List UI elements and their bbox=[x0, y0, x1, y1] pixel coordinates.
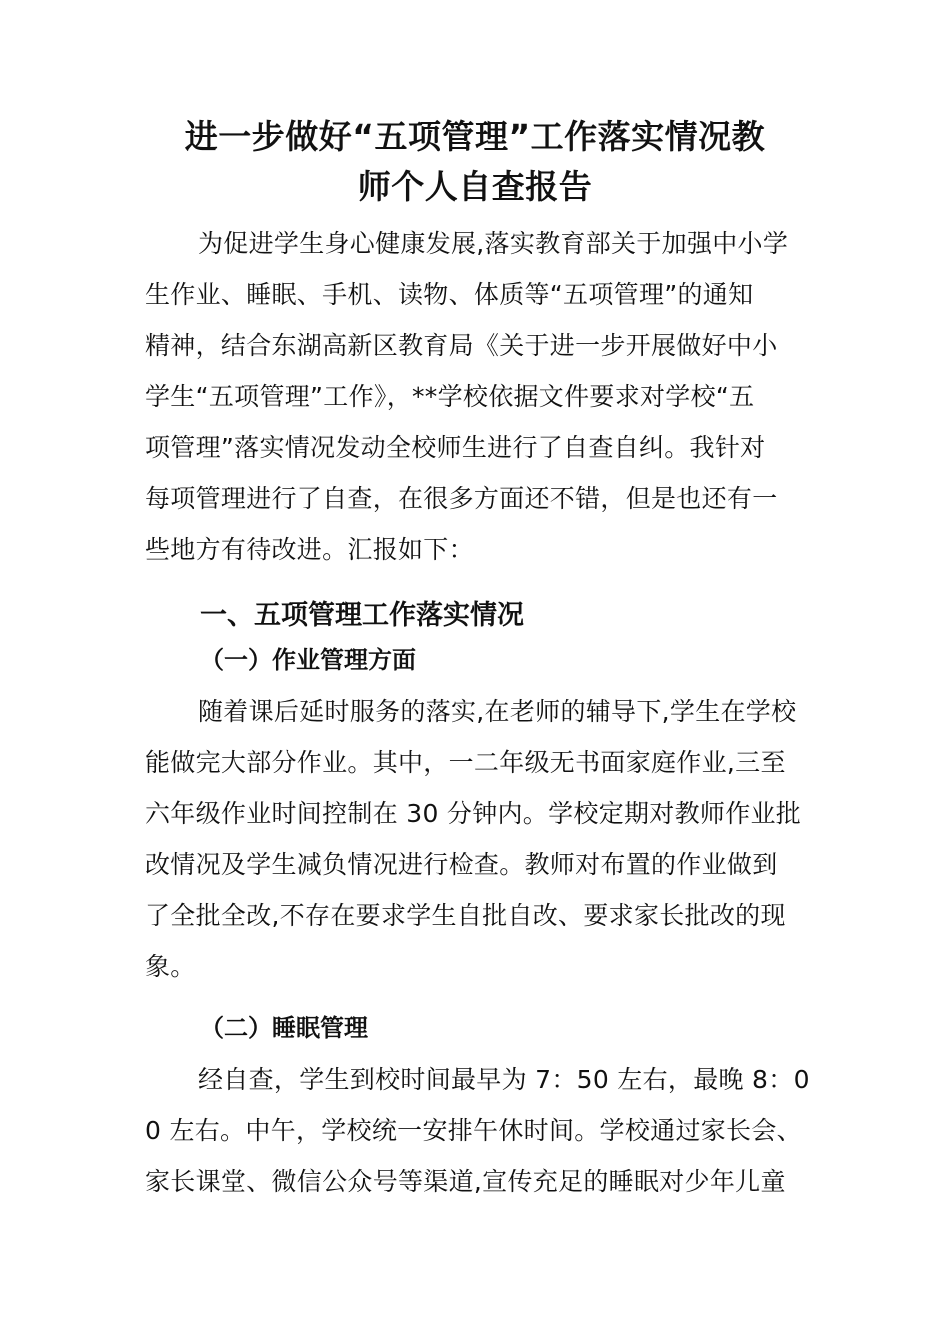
intro-line-6: 每项管理进行了自查，在很多方面还不错，但是也还有一 bbox=[145, 484, 778, 513]
homework-line-2: 能做完大部分作业。其中，一二年级无书面家庭作业,三至 bbox=[145, 748, 786, 777]
intro-line-7: 些地方有待改进。汇报如下： bbox=[145, 535, 474, 564]
title-line-2: 师个人自查报告 bbox=[357, 167, 593, 206]
homework-paragraph bbox=[145, 686, 810, 992]
subsection-heading-homework: （一）作业管理方面 bbox=[200, 646, 416, 674]
title-line-1: 进一步做好“五项管理”工作落实情况教 bbox=[184, 117, 766, 156]
sleep-line-1: 经自查，学生到校时间最早为 7：50 左右，最晚 8：0 bbox=[198, 1065, 810, 1094]
sleep-line-3: 家长课堂、微信公众号等渠道,宣传充足的睡眠对少年儿童 bbox=[145, 1167, 786, 1196]
homework-line-1: 随着课后延时服务的落实,在老师的辅导下,学生在学校 bbox=[198, 697, 797, 726]
intro-line-1: 为促进学生身心健康发展,落实教育部关于加强中小学 bbox=[198, 229, 789, 258]
homework-line-3: 六年级作业时间控制在 30 分钟内。学校定期对教师作业批 bbox=[145, 799, 802, 828]
intro-line-3: 精神，结合东湖高新区教育局《关于进一步开展做好中小 bbox=[145, 331, 778, 360]
intro-paragraph bbox=[145, 218, 810, 575]
homework-line-5: 了全批全改,不存在要求学生自批自改、要求家长批改的现 bbox=[145, 901, 786, 930]
intro-line-4: 学生“五项管理”工作》，**学校依据文件要求对学校“五 bbox=[145, 382, 755, 411]
document-title bbox=[140, 112, 810, 212]
intro-line-5: 项管理”落实情况发动全校师生进行了自查自纠。我针对 bbox=[145, 433, 766, 462]
subsection-heading-sleep: （二）睡眠管理 bbox=[200, 1014, 368, 1042]
homework-line-6: 象。 bbox=[145, 952, 196, 981]
section-heading-1: 一、五项管理工作落实情况 bbox=[200, 600, 524, 631]
sleep-paragraph bbox=[145, 1054, 810, 1207]
intro-line-2: 生作业、睡眠、手机、读物、体质等“五项管理”的通知 bbox=[145, 280, 754, 309]
sleep-line-2: 0 左右。中午，学校统一安排午休时间。学校通过家长会、 bbox=[145, 1116, 802, 1145]
homework-line-4: 改情况及学生减负情况进行检查。教师对布置的作业做到 bbox=[145, 850, 778, 879]
